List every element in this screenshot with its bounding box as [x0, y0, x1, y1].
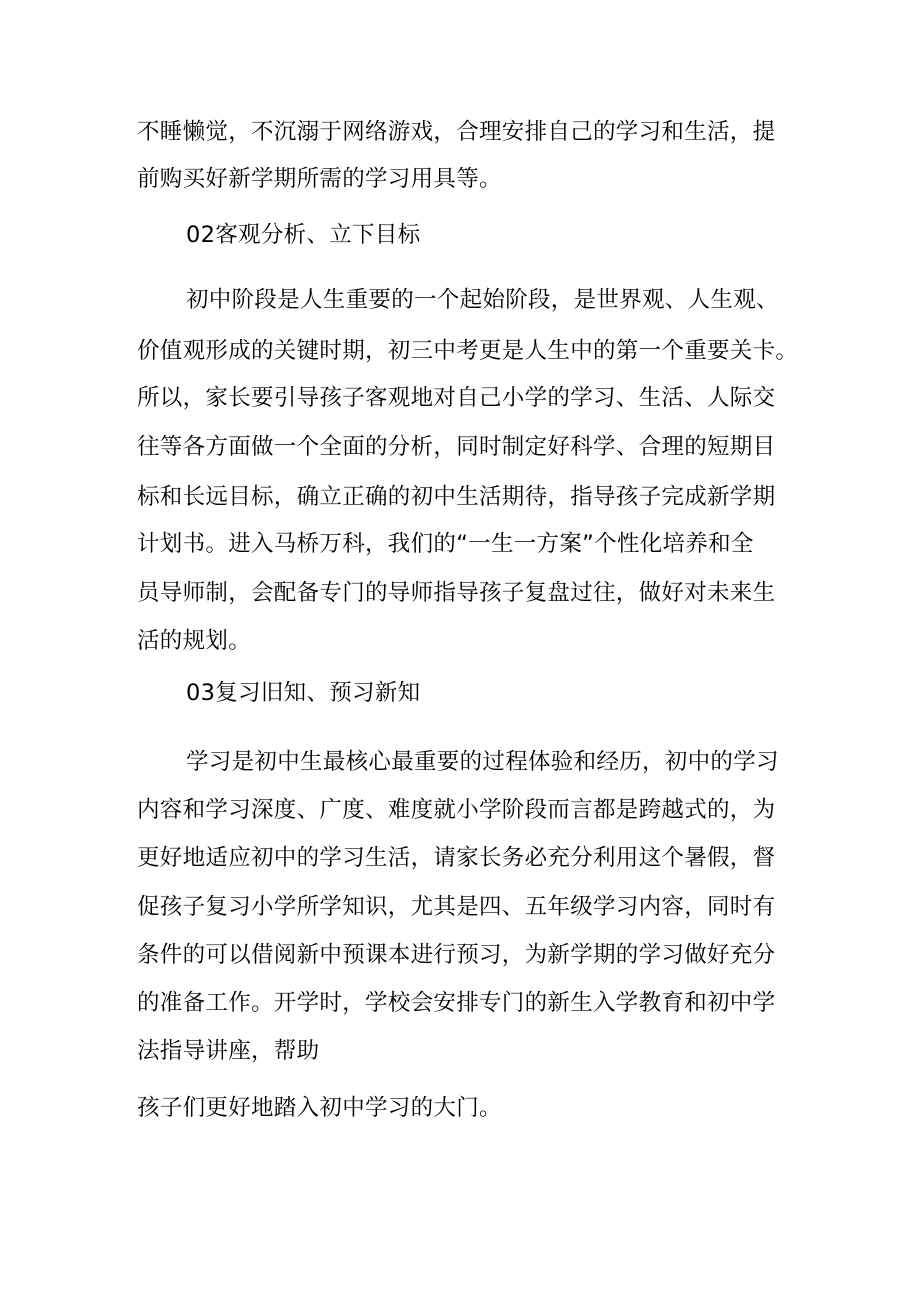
- paragraph-line: 往等各方面做一个全面的分析，同时制定好科学、合理的短期目: [137, 434, 776, 460]
- paragraph-line: 初中阶段是人生重要的一个起始阶段，是世界观、人生观、: [186, 287, 779, 313]
- paragraph-line: 孩子们更好地踏入初中学习的大门。: [137, 1095, 502, 1121]
- paragraph-line: 前购买好新学期所需的学习用具等。: [137, 166, 502, 192]
- paragraph-line: 内容和学习深度、广度、难度就小学阶段而言都是跨越式的，为: [137, 797, 776, 823]
- paragraph-line: 促孩子复习小学所学知识，尤其是四、五年级学习内容，同时有: [137, 894, 776, 920]
- paragraph-line: 标和长远目标，确立正确的初中生活期待，指导孩子完成新学期: [137, 484, 776, 510]
- paragraph-line: 不睡懒觉，不沉溺于网络游戏，合理安排自己的学习和生活，提: [137, 119, 776, 145]
- paragraph-line: 价值观形成的关键时期，初三中考更是人生中的第一个重要关卡。: [137, 338, 799, 364]
- paragraph-line: 的准备工作。开学时，学校会安排专门的新生入学教育和初中学: [137, 990, 776, 1016]
- section-heading: 02客观分析、立下目标: [186, 222, 421, 248]
- paragraph-line: 条件的可以借阅新中预课本进行预习，为新学期的学习做好充分: [137, 942, 776, 968]
- section-heading: 03复习旧知、预习新知: [186, 680, 421, 706]
- paragraph-line: 所以，家长要引导孩子客观地对自己小学的学习、生活、人际交: [137, 385, 776, 411]
- paragraph-line: 计划书。进入马桥万科，我们的“一生一方案”个性化培养和全: [137, 531, 754, 557]
- paragraph-line: 学习是初中生最核心最重要的过程体验和经历，初中的学习: [186, 749, 779, 775]
- paragraph-line: 员导师制，会配备专门的导师指导孩子复盘过往，做好对未来生: [137, 580, 776, 606]
- paragraph-line: 活的规划。: [137, 628, 252, 654]
- paragraph-line: 更好地适应初中的学习生活，请家长务必充分利用这个暑假，督: [137, 845, 776, 871]
- paragraph-line: 法指导讲座，帮助: [137, 1038, 320, 1064]
